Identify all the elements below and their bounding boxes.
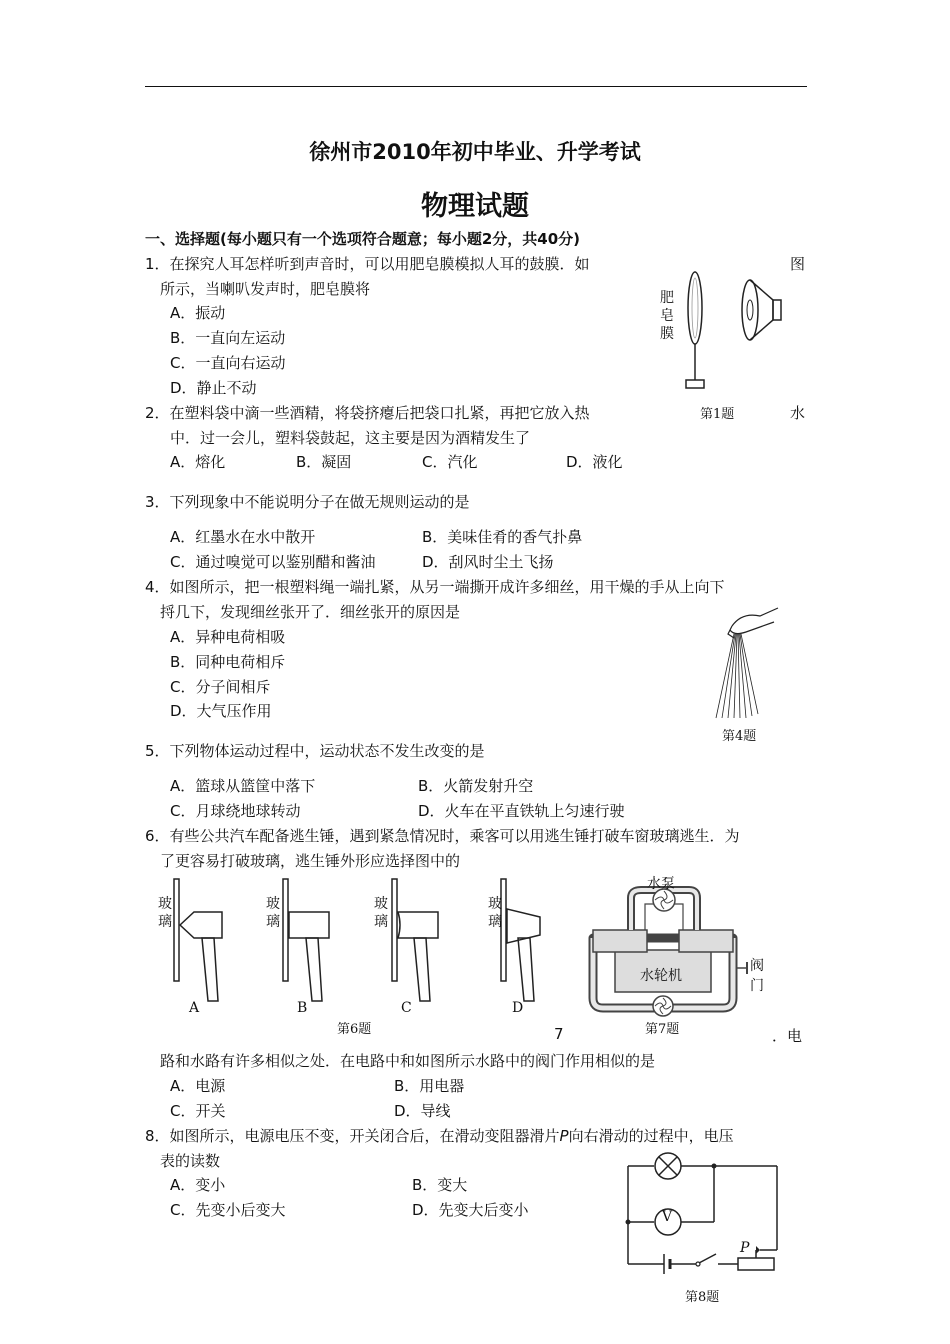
q8-slider-var: P: [559, 1127, 569, 1145]
q1-caption: 第1题: [700, 407, 735, 422]
q8-line1: [145, 1125, 734, 1146]
q1-option-a: A．振动: [170, 304, 226, 322]
q7-option-b: B．用电器: [394, 1077, 465, 1095]
q5-option-d: D．火车在平直铁轨上匀速行驶: [418, 802, 625, 820]
q2-line1-tail: 水: [790, 404, 806, 422]
q2-option-c: C．汽化: [422, 453, 478, 471]
q7-line2: 路和水路有许多相似之处．在电路中和如图所示水路中的阀门作用相似的是: [160, 1052, 656, 1070]
q7-number: 7: [554, 1025, 564, 1043]
q1-line1-tail: 图: [790, 255, 806, 273]
q6-line1: 6．有些公共汽车配备逃生锤，遇到紧急情况时，乘客可以用逃生锤打破车窗玻璃逃生．为: [145, 827, 740, 845]
q1-option-b: B．一直向左运动: [170, 329, 286, 347]
q6-caption: 第6题: [337, 1022, 372, 1037]
q8-voltmeter-label: V: [662, 1209, 673, 1225]
q8-slider-label: P: [740, 1240, 750, 1256]
q6-line2: 了更容易打破玻璃，逃生锤外形应选择图中的: [160, 852, 461, 870]
q4-caption: 第4题: [722, 729, 757, 744]
section-heading: 一、选择题(每小题只有一个选项符合题意；每小题2分，共40分): [145, 230, 581, 248]
q2-option-b: B．凝固: [296, 453, 352, 471]
q1-label-1: 肥: [660, 290, 674, 306]
q4-option-a: A．异种电荷相吸: [170, 628, 286, 646]
q8-option-a: A．变小: [170, 1176, 226, 1194]
q4-figure: [712, 606, 782, 722]
q7-option-c: C．开关: [170, 1102, 226, 1120]
q6-glass-b-2: 璃: [266, 914, 280, 930]
q6-letter-c: C: [401, 1000, 412, 1016]
q2-option-a: A．熔化: [170, 453, 226, 471]
q6-glass-c-2: 璃: [374, 914, 388, 930]
q4-option-c: C．分子间相斥: [170, 678, 271, 696]
header-rule: [145, 86, 807, 87]
q3-option-a: A．红墨水在水中散开: [170, 528, 316, 546]
q7-option-a: A．电源: [170, 1077, 226, 1095]
q6-letter-d: D: [512, 1000, 524, 1016]
q8-circuit: [622, 1152, 787, 1282]
q7-option-d: D．导线: [394, 1102, 451, 1120]
q8-option-d: D．先变大后变小: [412, 1201, 529, 1219]
q1-label-2: 皂: [660, 308, 674, 324]
q6-letter-a: A: [189, 1000, 200, 1016]
q4-line2: 捋几下，发现细丝张开了．细丝张开的原因是: [160, 603, 461, 621]
q3-option-c: C．通过嗅觉可以鉴别醋和酱油: [170, 553, 376, 571]
q1-label-3: 膜: [660, 326, 674, 342]
q6-glass-d-1: 玻: [488, 896, 502, 912]
q7-pump-label: 水泵: [647, 876, 675, 892]
q6-glass-a-1: 玻: [158, 896, 172, 912]
q2-option-d: D．液化: [566, 453, 623, 471]
q2-line1: 2．在塑料袋中滴一些酒精，将袋挤瘪后把袋口扎紧，再把它放入热: [145, 404, 590, 422]
q1-option-d: D．静止不动: [170, 379, 257, 397]
q6-glass-d-2: 璃: [488, 914, 502, 930]
q5-option-a: A．篮球从篮筐中落下: [170, 777, 316, 795]
q1-line1: 1．在探究人耳怎样听到声音时，可以用肥皂膜模拟人耳的鼓膜．如: [145, 255, 590, 273]
q7-turbine-label: 水轮机: [640, 968, 682, 984]
q3-line1: 3．下列现象中不能说明分子在做无规则运动的是: [145, 493, 470, 511]
q6-glass-b-1: 玻: [266, 896, 280, 912]
q8-line1-b: 向右滑动的过程中，电压: [568, 1127, 734, 1145]
q6-letter-b: B: [297, 1000, 308, 1016]
q8-caption: 第8题: [685, 1290, 720, 1305]
q8-option-c: C．先变小后变大: [170, 1201, 286, 1219]
q5-option-b: B．火箭发射升空: [418, 777, 534, 795]
q5-line1: 5．下列物体运动过程中，运动状态不发生改变的是: [145, 742, 485, 760]
q8-option-b: B．变大: [412, 1176, 468, 1194]
q1-figure: [655, 268, 785, 398]
q7-caption: 第7题: [645, 1022, 680, 1037]
q1-option-c: C．一直向右运动: [170, 354, 286, 372]
q4-option-b: B．同种电荷相斥: [170, 653, 286, 671]
q7-line1-tail: ．电: [772, 1027, 803, 1045]
q6-glass-c-1: 玻: [374, 896, 388, 912]
exam-title: 徐州市2010年初中毕业、升学考试: [309, 140, 641, 164]
q1-line2: 所示，当喇叭发声时，肥皂膜将: [160, 280, 371, 298]
q3-option-b: B．美味佳肴的香气扑鼻: [422, 528, 583, 546]
q2-line2: 中．过一会儿，塑料袋鼓起，这主要是因为酒精发生了: [170, 429, 531, 447]
q7-valve-label-1: 阀: [750, 958, 764, 974]
exam-subtitle: 物理试题: [421, 191, 529, 222]
q4-option-d: D．大气压作用: [170, 702, 272, 720]
q8-line1-a: 8．如图所示，电源电压不变，开关闭合后，在滑动变阻器滑片: [145, 1127, 560, 1145]
q4-line1: 4．如图所示，把一根塑料绳一端扎紧，从另一端撕开成许多细丝，用干燥的手从上向下: [145, 578, 725, 596]
q5-option-c: C．月球绕地球转动: [170, 802, 301, 820]
q3-option-d: D．刮风时尘土飞扬: [422, 553, 554, 571]
q7-valve-label-2: 门: [750, 978, 764, 994]
q6-glass-a-2: 璃: [158, 914, 172, 930]
q8-line2: 表的读数: [160, 1152, 221, 1170]
